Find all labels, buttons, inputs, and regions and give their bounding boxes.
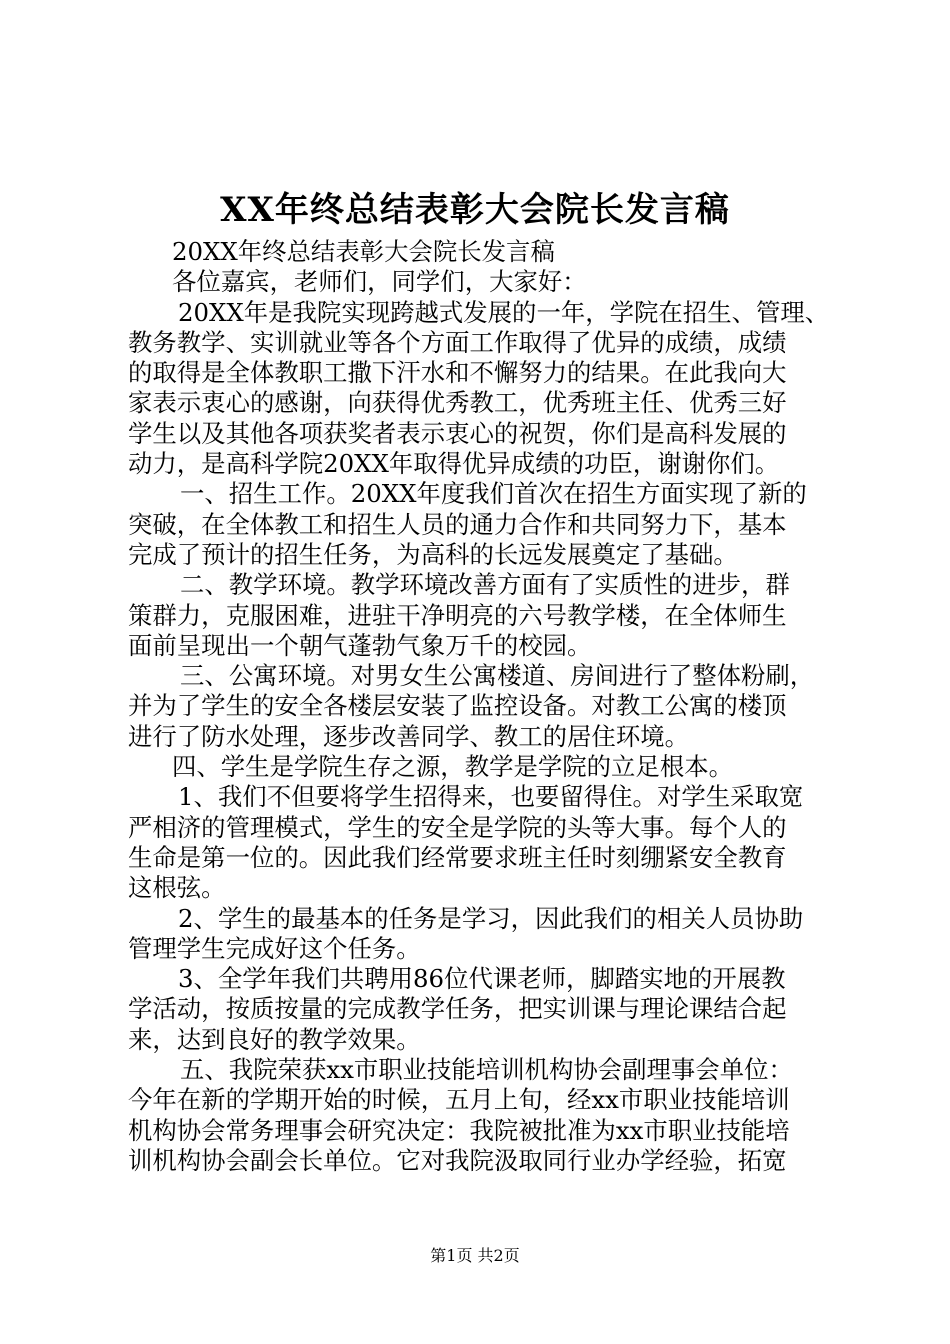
text-line: 教务教学、实训就业等各个方面工作取得了优异的成绩，成绩 xyxy=(128,327,787,357)
document-body xyxy=(128,237,828,1176)
text-line: 机构协会常务理事会研究决定：我院被批准为xx市职业技能培 xyxy=(128,1115,790,1145)
text-line: 并为了学生的安全各楼层安装了监控设备。对教工公寓的楼顶 xyxy=(128,691,787,721)
text-line: 突破，在全体教工和招生人员的通力合作和共同努力下，基本 xyxy=(128,509,787,539)
text-line: 今年在新的学期开始的时候，五月上旬，经xx市职业技能培训 xyxy=(128,1085,790,1115)
page-footer: 第1页 共2页 xyxy=(430,1246,520,1265)
text-line: 3、全学年我们共聘用86位代课老师，脚踏实地的开展教 xyxy=(178,964,786,994)
text-line: 进行了防水处理，逐步改善同学、教工的居住环境。 xyxy=(128,721,689,751)
text-line: 训机构协会副会长单位。它对我院汲取同行业办学经验，拓宽 xyxy=(128,1145,787,1175)
text-line: 一、招生工作。20XX年度我们首次在招生方面实现了新的 xyxy=(180,479,807,509)
text-line: 这根弦。 xyxy=(128,873,226,903)
text-line: 管理学生完成好这个任务。 xyxy=(128,933,421,963)
text-line: 2、学生的最基本的任务是学习，因此我们的相关人员协助 xyxy=(178,903,804,933)
text-line: 三、公寓环境。对男女生公寓楼道、房间进行了整体粉刷， xyxy=(180,661,815,691)
text-line: 四、学生是学院生存之源，教学是学院的立足根本。 xyxy=(172,752,733,782)
text-line: 学活动，按质按量的完成教学任务，把实训课与理论课结合起 xyxy=(128,994,787,1024)
text-line: 家表示衷心的感谢，向获得优秀教工，优秀班主任、优秀三好 xyxy=(128,388,787,418)
text-line: 各位嘉宾，老师们，同学们，大家好： xyxy=(172,267,587,297)
text-line: 1、我们不但要将学生招得来，也要留得住。对学生采取宽 xyxy=(178,782,804,812)
text-line: 面前呈现出一个朝气蓬勃气象万千的校园。 xyxy=(128,630,592,660)
text-line: 五、我院荣获xx市职业技能培训机构协会副理事会单位： xyxy=(180,1055,793,1085)
text-line: 生命是第一位的。因此我们经常要求班主任时刻绷紧安全教育 xyxy=(128,842,787,872)
text-line: 二、教学环境。教学环境改善方面有了实质性的进步，群 xyxy=(180,570,790,600)
text-line: 策群力，克服困难，进驻干净明亮的六号教学楼，在全体师生 xyxy=(128,600,787,630)
text-line: 来，达到良好的教学效果。 xyxy=(128,1024,421,1054)
text-line: 动力，是高科学院20XX年取得优异成绩的功臣，谢谢你们。 xyxy=(128,449,780,479)
text-line: 20XX年终总结表彰大会院长发言稿 xyxy=(172,237,555,266)
text-line: 严相济的管理模式，学生的安全是学院的头等大事。每个人的 xyxy=(128,812,787,842)
text-line: 完成了预计的招生任务，为高科的长远发展奠定了基础。 xyxy=(128,539,738,569)
document-title: XX年终总结表彰大会院长发言稿 xyxy=(220,190,730,230)
text-line: 学生以及其他各项获奖者表示衷心的祝贺，你们是高科发展的 xyxy=(128,418,787,448)
text-line: 20XX年是我院实现跨越式发展的一年，学院在招生、管理、 xyxy=(178,297,830,327)
text-line: 的取得是全体教职工撒下汗水和不懈努力的结果。在此我向大 xyxy=(128,358,787,388)
